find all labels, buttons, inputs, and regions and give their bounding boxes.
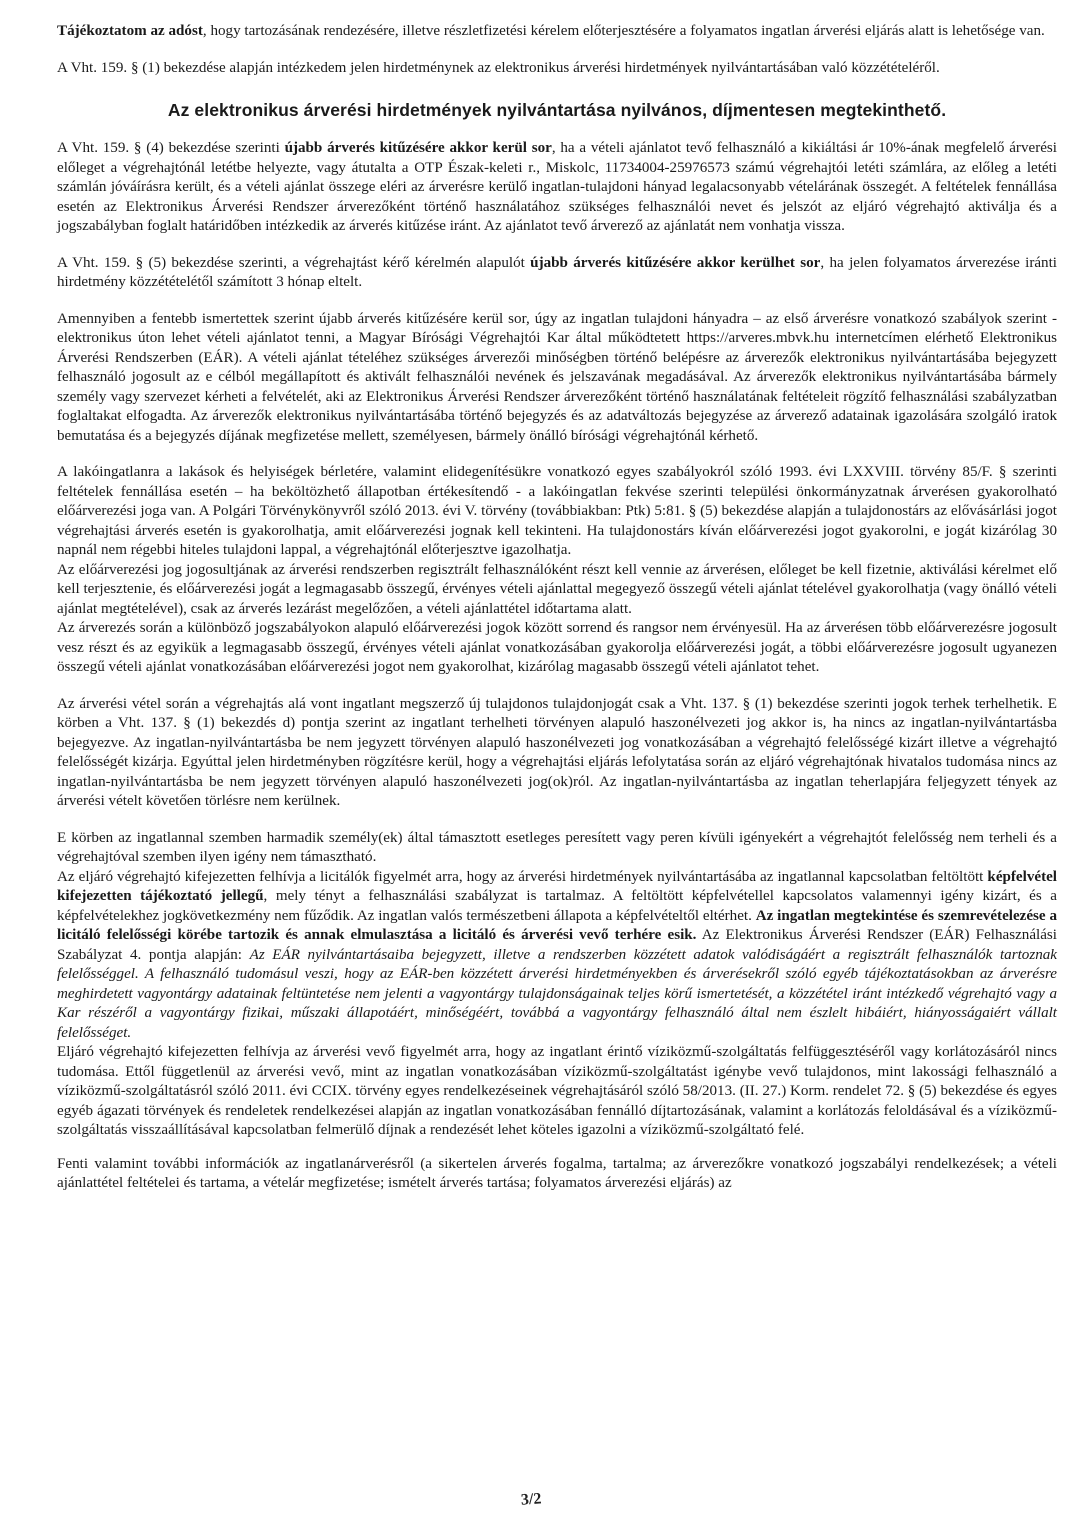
bold-text: újabb árverés kitűzésére akkor kerülhet sor [530, 254, 821, 271]
paragraph-further-info: Fenti valamint további információk az ingatlanárverésről (a sikertelen árverés fogalma, tartalma; az árverezőkre vonatkozó jogszabályi rendelkezések; a vételi ajánlattétel feltételei és tartama, a vételár megfizetése; ismételt árverés tartása; folyamatos árverezési eljárás) az [57, 1155, 1057, 1191]
text: Az Elektronikus Árverési Rendszer (EÁR) Felhasználási Szabályzat 4. pontja alapján: [57, 927, 1057, 963]
paragraph-publication: A Vht. 159. § (1) bekezdése alapján intézkedem jelen hirdetménynek az elektronikus árverési hirdetmények nyilvántartásában való közzétételéről. [57, 59, 940, 76]
text: , ha jelen folyamatos árverezése iránti hirdetmény közzétételétől számított 3 hónap eltelt. [57, 254, 1057, 290]
page-number: 3/2 [520, 1490, 542, 1509]
paragraph-encumbrances: Az árverési vétel során a végrehajtás alá vont ingatlant megszerző új tulajdonos tulajdonjogát csak a Vht. 137. § (1) bekezdése szerinti jogok terhek terhelhetik. E körben a Vht. 137. § (1) bekezdés d) pontja szerint az ingatlant terhelheti törvényen alapuló haszonélvezeti jog akkor is, ha nincs az ingatlan-nyilvántartásba bejegyezve. Az ingatlan-nyilvántartásba be nem jegyzett törvényen alapuló haszonélvezeti jog vonatkozásában a végrehajtó felelősségé kizárt illetve a végrehajtó felelősségét kizárja. Egyúttal jelen hirdetményben rögzítésre kerül, hogy a végrehajtási eljárás lefolytatása során az eljáró végrehajtónak hivatalos tudomása nincs az ingatlan-nyilvántartásba be nem jegyzett törvényen alapuló haszonélvezeti jog(ok)ról. Az ingatlan-nyilvántartásba az ingatlan teherlapjára feljegyzett tények az árverési vételt követően törlésre nem kerülnek. [57, 695, 1057, 809]
paragraph-debtor-notice [57, 22, 1057, 42]
document-page [57, 22, 1057, 1194]
paragraph-pre-emption-holder: Az előárverezési jog jogosultjának az árverési rendszerben regisztrált felhasználóként részt kell vennie az árverésen, előleget be kell fizetnie, aktiválási kérelmet elő kell terjesztenie, és előárverezési jogát a legmagasabb összegű, érvényes vételi ajánlattal megegyező összegű vételi ajánlat tételével gyakorolhatja (vagy önálló vételi ajánlat megtételével), csak az árverés lezárást megelőzően, a vételi ajánlattétel időtartama alatt. [57, 561, 1057, 617]
bold-text: képfelvétel kifejezetten tájékoztató jellegű [57, 868, 1057, 904]
text: , mely tényt a felhasználási szabályzat is tartalmaz. A feltöltött képfelvétellel kapcsolatos valamennyi igény kizárt, és a képfelvételekhez jogkövetkezmény nem fűződik. Az ingatlan valós természetbeni állapota a képfelvételtől eltérhet. [57, 888, 1057, 924]
text: A Vht. 159. § (5) bekezdése szerinti, a végrehajtást kérő kérelmén alapulót [57, 254, 531, 271]
text: , hogy tartozásának rendezésére, illetve részletfizetési kérelem előterjesztésére a folyamatos ingatlan árverési eljárás alatt is lehetősége van. [202, 23, 1045, 39]
paragraph-new-auction [57, 139, 1057, 237]
paragraph-photos-disclaimer [57, 868, 1057, 1044]
paragraph-new-auction-request [57, 254, 1057, 293]
paragraph-pre-emption: A lakóingatlanra a lakások és helyiségek bérletére, valamint elidegenítésükre vonatkozó egyes szabályokról szóló 1993. évi LXXVIII. törvény 85/F. § szerinti feltételek fennállása esetén – ha beköltözhető állapotban értékesítendő - a lakóingatlan fekvése szerinti települési önkormányzatnak árverésen gyakorolható előárverezési joga van. A Polgári Törvénykönyvről szóló 2013. évi V. törvény (továbbiakban: Ptk) 5:81. § (5) bekezdése alapján a tulajdonostárs az elővásárlási jogot végrehajtási árverés esetén is gyakorolhatja, amit előárverezési jognak kell tekinteni. Ha tulajdonostárs kíván előárverezési jogot gyakorolni, e jogát kizárólag 30 napnál nem régebbi hiteles tulajdoni lappal, a végrehajtónál előterjesztve igazolhatja. [57, 464, 1057, 558]
section-heading: Az elektronikus árverési hirdetmények nyilvántartása nyilvános, díjmentesen megtekinthető. [167, 100, 947, 120]
italic-quote: Az EÁR nyilvántartásaiba bejegyzett, illetve a rendszerben közzétett adatok valódiságáért a regisztrált felhasználók tartoznak felelősséggel. A felhasználó tudomásul veszi, hogy az EÁR-ben közzétett árverési hirdetményekben és árverésekről szóló egyéb tájékoztatásokban az árverésre meghirdetett vagyontárgy adatainak feltüntetése nem jelenti a vagyontárgy tulajdonságainak teljes körű ismertetését, a közzététel iránt intézkedő végrehajtó vagy a Kar részéről a vagyontárgy fizikai, műszaki állapotáért, minőségéért, továbbá a vagyontárgy felhasználó által nem észlelt hibáiért, hiányosságaiért vállalt felelősséget. [57, 946, 1057, 1041]
text: Az eljáró végrehajtó kifejezetten felhívja a licitálók figyelmét arra, hogy az árverési hirdetmények nyilvántartásába az ingatlannal kapcsolatban feltöltött [57, 868, 988, 885]
bold-notice: Tájékoztatom az adóst [57, 23, 203, 39]
paragraph-third-party-claims: E körben az ingatlannal szemben harmadik személy(ek) által támasztott esetleges peresített vagy peren kívüli igényekért a végrehajtót felelősség nem terheli és a végrehajtóval szemben ilyen igény nem támasztható. [57, 829, 1057, 865]
bold-text: újabb árverés kitűzésére akkor kerül sor [284, 140, 552, 156]
paragraph-utility-service: Eljáró végrehajtó kifejezetten felhívja az árverési vevő figyelmét arra, hogy az ingatlant érintő víziközmű-szolgáltatás felfüggesztéséről vagy korlátozásáról nincs tudomása. Ettől függetlenül az árverési vevő, mint az ingatlan vonatkozásában víziközmű-szolgáltatást igénybe vevő tulajdonos, mint lakossági felhasználó a víziközmű-szolgáltatásról szóló 2011. évi CCIX. törvény egyes rendelkezéseinek végrehajtásáról szóló 58/2013. (II. 27.) Korm. rendelet 72. § (5) bekezdése és egyes egyéb ágazati törvények és rendeletek rendelkezései alapján az ingatlan vonatkozásában fennálló díjtartozásának, valamint a korlátozás feloldásával és a víziközmű-szolgáltatás visszaállításával kapcsolatban felmerülő díjnak a rendezését lehet köteles igazolni a víziközmű-szolgáltató felé. [57, 1044, 1057, 1138]
text: , ha a vételi ajánlatot tevő felhasználó a kikiáltási ár 10%-ának megfelelő árverési előleget a végrehajtónál letétbe helyezte, vagy átutalta a OTP Észak-keleti r., Miskolc, 11734004-25976573 számú végrehajtói letéti számlára, az előleg a letéti számlán jóváírásra került, és a vételi ajánlat összege eléri az árverésre kerülő ingatlan-tulajdoni hányad legalacsonyabb vételárának összegét. A feltételek fennállása esetén az Elektronikus Árverési Rendszer árverezőként történő használatához szükséges felhasználói nevet és jelszót az eljáró végrehajtó aktiválja és a jogszabályban foglalt határidőben intézkedik az árverés kitűzése iránt. Az ajánlatot tevő árverező az ajánlatát nem vonhatja vissza. [57, 140, 1057, 234]
text: A Vht. 159. § (4) bekezdése szerinti [57, 140, 285, 156]
paragraph-electronic-bidding: Amennyiben a fentebb ismertettek szerint újabb árverés kitűzésére kerül sor, úgy az ingatlan tulajdoni hányadra – az első árverésre vonatkozó szabályok szerint - elektronikus úton lehet vételi ajánlatot tenni, a Magyar Bírósági Végrehajtói Kar által működtetett https://arveres.mbvk.hu internetcímen elérhető Elektronikus Árverési Rendszerben (EÁR). A vételi ajánlat tételéhez szükséges árverezői minőségben történő belépésre az árverezők elektronikus nyilvántartásába bejegyzett felhasználó jogosult az e célból megállapított és aktivált felhasználói nevének és jelszavának megadásával. Az árverezők elektronikus nyilvántartásába bármely személy vagy szervezet kérheti a felvételét, aki az Elektronikus Árverési Rendszer árverezőként történő használatának feltételeit rögzítő felhasználási szabályzatban foglaltakat elfogadta. Az árverezők elektronikus nyilvántartásába történő bejegyzés és az adatváltozás bejegyzése az árverező adatainak igazolására szolgáló iratok bemutatása és a bejegyzés díjának megfizetése mellett, személyesen, bármely önálló bírósági végrehajtónál kérhető. [57, 310, 1057, 444]
paragraph-pre-emption-order: Az árverezés során a különböző jogszabályokon alapuló előárverezési jogok között sorrend és rangsor nem érvényesül. Ha az árverésen több előárverezésre jogosult vesz részt és az egyikük a legmagasabb összegű, érvényes vételi ajánlat vonatkozásában gyakorolja előárverezési jogát, a többi előárverezésre jogosult ugyanezen összegű vételi ajánlat vonatkozásában előárverezési jogot nem gyakorolhat, kizárólag magasabb összegű vételi ajánlatot tehet. [57, 620, 1057, 675]
bold-text: Az ingatlan megtekintése és szemrevételezése a licitáló felelősségi körébe tartozik és annak elmulasztása a licitáló és árverési vevő terhére esik. [57, 907, 1057, 943]
